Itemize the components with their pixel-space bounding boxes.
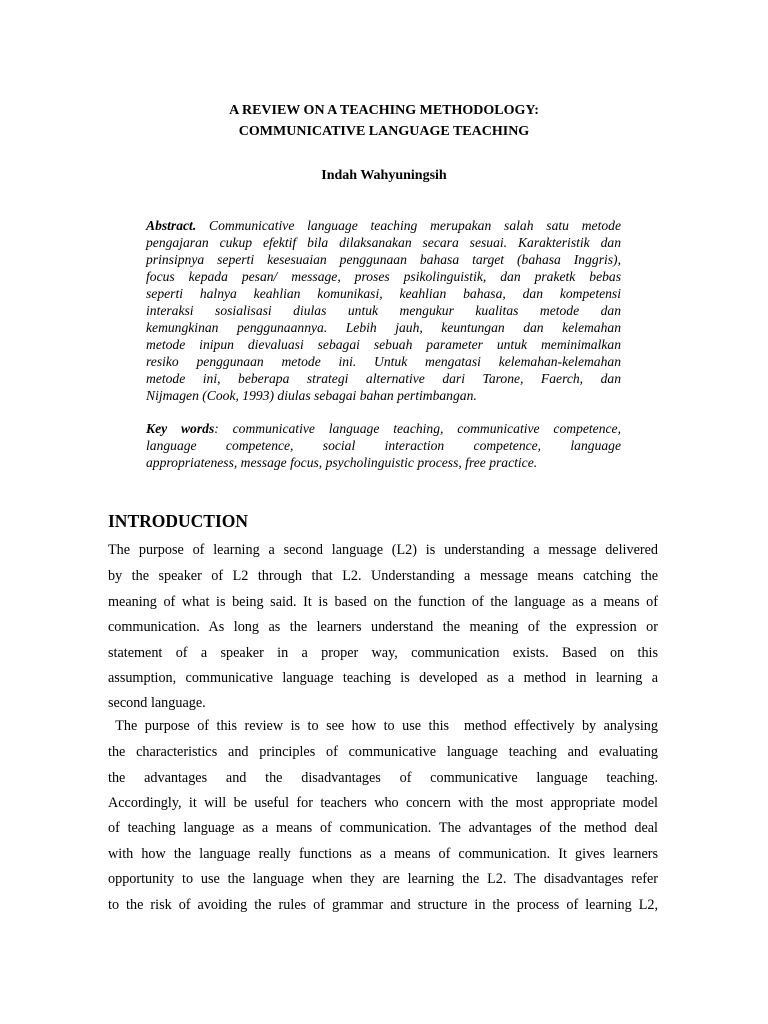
body-line: opportunity to use the language when they are learning the L2. The disadvantages refer — [108, 871, 658, 887]
abstract-line: seperti halnya keahlian komunikasi, keahlian bahasa, dan kompetensi — [146, 286, 621, 301]
author-name: Indah Wahyuningsih — [321, 168, 447, 183]
abstract-line: metode ini, beberapa strategi alternative dari Tarone, Faerch, dan — [146, 371, 621, 386]
abstract-line: interaksi sosialisasi diulas untuk mengukur kualitas metode dan — [146, 303, 621, 318]
abstract-line: Nijmagen (Cook, 1993) diulas sebagai bahan pertimbangan. — [146, 388, 477, 403]
body-line: to the risk of avoiding the rules of grammar and structure in the process of learning L2, — [108, 897, 658, 913]
body-line: The purpose of learning a second language (L2) is understanding a message delivered — [108, 542, 658, 558]
paper-title-line-2: COMMUNICATIVE LANGUAGE TEACHING — [238, 124, 530, 139]
paper-title-line-1: A REVIEW ON A TEACHING METHODOLOGY: — [229, 103, 539, 118]
body-line: meaning of what is being said. It is based on the function of the language as a means of — [108, 594, 658, 610]
abstract-text: Communicative language teaching merupakan salah satu metode — [209, 218, 621, 233]
keywords-line — [146, 420, 621, 437]
abstract-line: focus kepada pesan/ message, proses psikolinguistik, dan praketk bebas — [146, 269, 621, 284]
body-line: the advantages and the disadvantages of communicative language teaching. — [108, 770, 658, 786]
abstract-line — [146, 217, 621, 234]
abstract-line: metode inipun dievaluasi sebagai sebuah parameter untuk meminimalkan — [146, 337, 621, 352]
body-line: of teaching language as a means of communication. The advantages of the method deal — [108, 820, 658, 836]
body-line: statement of a speaker in a proper way, communication exists. Based on this — [108, 645, 658, 661]
abstract-line: prinsipnya seperti kesesuaian penggunaan bahasa target (bahasa Inggris), — [146, 252, 621, 267]
keywords-line: language competence, social interaction competence, language — [146, 438, 621, 453]
body-line: assumption, communicative language teaching is developed as a method in learning a — [108, 670, 658, 686]
body-line: the characteristics and principles of communicative language teaching and evaluating — [108, 744, 658, 760]
body-line: by the speaker of L2 through that L2. Understanding a message means catching the — [108, 568, 658, 584]
abstract-line: pengajaran cukup efektif bila dilaksanakan secara sesuai. Karakteristik dan — [146, 235, 621, 250]
body-line: communication. As long as the learners understand the meaning of the expression or — [108, 619, 658, 635]
keywords-label: Key words — [146, 421, 215, 436]
section-heading-introduction: INTRODUCTION — [108, 511, 249, 531]
abstract-line: kemungkinan penggunaannya. Lebih jauh, keuntungan dan kelemahan — [146, 320, 621, 335]
body-line: second language. — [108, 695, 206, 711]
keywords-line: appropriateness, message focus, psycholinguistic process, free practice. — [146, 455, 538, 470]
body-line: The purpose of this review is to see how to use this method effectively by analysing — [108, 718, 658, 734]
keywords-text: : communicative language teaching, communicative competence, — [214, 421, 621, 436]
abstract-line: resiko penggunaan metode ini. Untuk mengatasi kelemahan-kelemahan — [146, 354, 621, 369]
body-line: with how the language really functions as a means of communication. It gives learners — [108, 846, 658, 862]
body-line: Accordingly, it will be useful for teachers who concern with the most appropriate model — [108, 795, 658, 811]
abstract-label: Abstract. — [146, 218, 197, 233]
